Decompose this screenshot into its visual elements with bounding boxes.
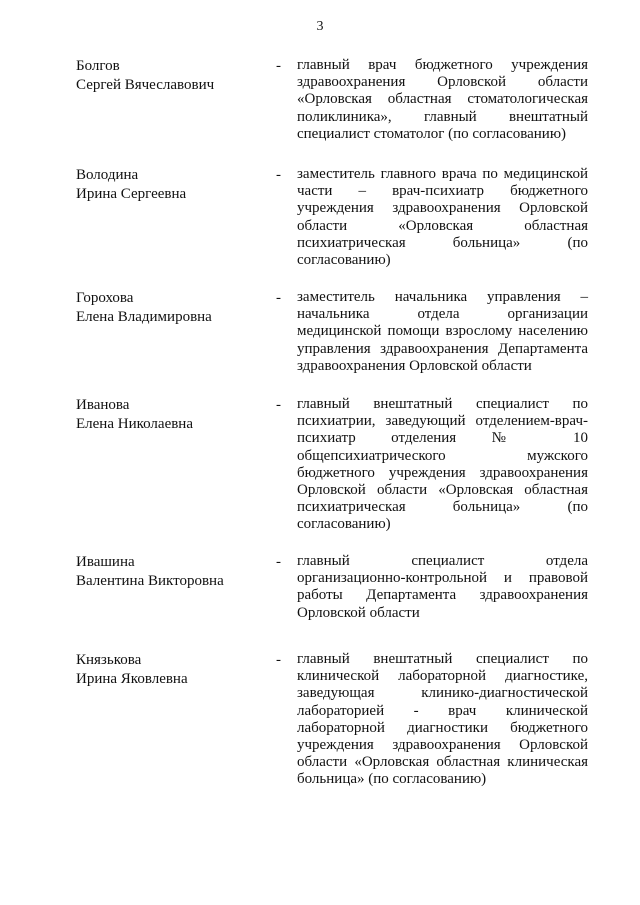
member-given-names: Ирина Сергеевна [76,186,187,202]
member-given-names: Елена Владимировна [76,309,212,325]
position-line: главный врач бюджетного учреждения [297,57,588,73]
member-name [76,166,266,204]
position-line: Орловской области [297,604,420,621]
position-line: здравоохранения Орловской области [297,74,588,91]
position-line: психиатр отделения № 10 [297,430,588,447]
position-line: главный внештатный специалист по [297,396,588,412]
member-given-names: Валентина Викторовна [76,573,224,589]
position-line: заместитель главного врача по медицинской [297,166,588,182]
position-line: специалист стоматолог (по согласованию) [297,125,567,142]
position-line: работы Департамента здравоохранения [297,587,588,604]
position-line: здравоохранения Орловской области [297,357,532,374]
member-surname: Болгов [76,58,120,74]
position-line: «Орловская областная стоматологическая [297,91,588,108]
member-name [76,289,266,327]
position-line: лабораторной диагностики бюджетного [297,719,588,736]
member-position [297,396,588,534]
position-line: организационно-контрольной и правовой [297,570,588,587]
position-line: бюджетного учреждения здравоохранения [297,464,588,481]
position-line: медицинской помощи взрослому населению [297,323,588,340]
position-line: части – врач-психиатр бюджетного [297,183,588,200]
position-line: заместитель начальника управления – [297,289,588,305]
position-line: начальника отдела организации [297,306,588,323]
position-line: согласованию) [297,252,391,269]
member-surname: Володина [76,167,139,183]
position-line: клинической лабораторной диагностике, [297,668,588,685]
member-position [297,289,588,375]
member-position [297,166,588,269]
member-name [76,651,266,689]
member-position [297,651,588,789]
member-given-names: Ирина Яковлевна [76,671,188,687]
member-given-names: Сергей Вячеславович [76,77,215,93]
position-line: психиатрическая больница» (по [297,499,588,516]
member-surname: Иванова [76,397,130,413]
position-line: Орловской области «Орловская областная [297,482,588,499]
member-surname: Горохова [76,290,134,306]
position-line: психиатрическая больница» (по [297,234,588,251]
position-line: области «Орловская областная [297,217,588,234]
member-name [76,396,266,434]
member-name [76,57,266,95]
position-line: психиатрии, заведующий отделением-врач- [297,413,588,430]
member-name [76,553,266,591]
position-line: больница» (по согласованию) [297,771,487,788]
position-line: заведующая клинико-диагностической [297,685,588,702]
position-line: управления здравоохранения Департамента [297,340,588,357]
member-surname: Ивашина [76,554,135,570]
member-given-names: Елена Николаевна [76,416,193,432]
position-line: главный внештатный специалист по [297,651,588,667]
member-surname: Князькова [76,652,142,668]
entry-dash: - [276,554,281,570]
position-line: поликлиника», главный внештатный [297,108,588,125]
entry-dash: - [276,58,281,74]
member-position [297,553,588,622]
member-position [297,57,588,143]
entry-dash: - [276,652,281,668]
page-number: 3 [316,19,324,34]
position-line: учреждения здравоохранения Орловской [297,737,588,754]
position-line: лабораторией - врач клинической [297,702,588,719]
position-line: общепсихиатрического мужского [297,447,588,464]
position-line: области «Орловская областная клиническая [297,754,588,771]
position-line: учреждения здравоохранения Орловской [297,200,588,217]
entry-dash: - [276,167,281,183]
entry-dash: - [276,290,281,306]
position-line: согласованию) [297,516,391,533]
position-line: главный специалист отдела [297,553,588,569]
entry-dash: - [276,397,281,413]
